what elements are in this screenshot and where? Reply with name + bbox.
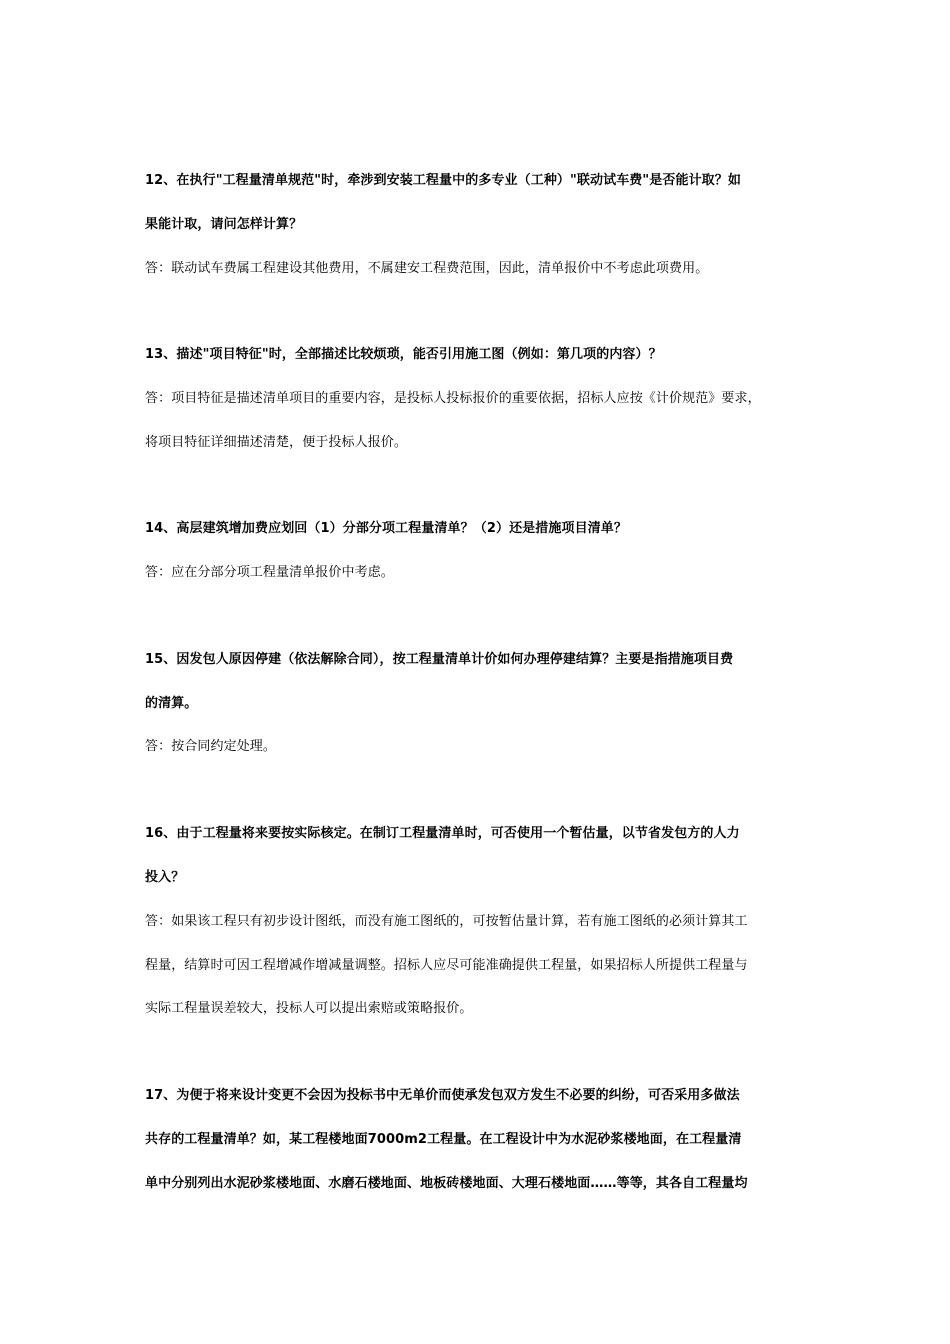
question-17-line-1: 17、为便于将来设计变更不会因为投标书中无单价而使承发包双方发生不必要的纠纷，可否采用多做法 — [145, 1088, 740, 1103]
question-14-line-1: 14、高层建筑增加费应划回（1）分部分项工程量清单？（2）还是措施项目清单？ — [145, 521, 627, 536]
question-16-line-2: 投入？ — [145, 870, 185, 885]
answer-12-line-1: 答：联动试车费属工程建设其他费用，不属建安工程费范围，因此，清单报价中不考虑此项费用。 — [145, 261, 709, 276]
answer-16-line-3: 实际工程量误差较大，投标人可以提出索赔或策略报价。 — [145, 1001, 473, 1016]
answer-13-line-1: 答：项目特征是描述清单项目的重要内容，是投标人投标报价的重要依据，招标人应按《计价规范》要求， — [145, 391, 761, 406]
answer-13-line-2: 将项目特征详细描述清楚，便于投标人报价。 — [145, 435, 408, 450]
answer-15-line-1: 答：按合同约定处理。 — [145, 739, 277, 754]
question-15-line-2: 的清算。 — [145, 696, 198, 711]
question-15-line-1: 15、因发包人原因停建（依法解除合同），按工程量清单计价如何办理停建结算？主要是指措施项目费 — [145, 652, 734, 667]
question-17-line-3: 单中分别列出水泥砂浆楼地面、水磨石楼地面、地板砖楼地面、大理石楼地面……等等，其各自工程量均 — [145, 1176, 748, 1191]
question-16-line-1: 16、由于工程量将来要按实际核定。在制订工程量清单时，可否使用一个暂估量，以节省发包方的人力 — [145, 826, 740, 841]
question-12-line-2: 果能计取，请问怎样计算？ — [145, 217, 303, 232]
question-17-line-2: 共存的工程量清单？如，某工程楼地面7000m2工程量。在工程设计中为水泥砂浆楼地面，在工程量清 — [145, 1132, 742, 1147]
answer-16-line-1: 答：如果该工程只有初步设计图纸，而没有施工图纸的，可按暂估量计算，若有施工图纸的必须计算其工 — [145, 914, 748, 929]
question-12-line-1: 12、在执行"工程量清单规范"时，牵涉到安装工程量中的多专业（工种）"联动试车费"是否能计取？如 — [145, 173, 741, 188]
question-13-line-1: 13、描述"项目特征"时，全部描述比较烦琐，能否引用施工图（例如：第几项的内容）？ — [145, 347, 662, 362]
answer-16-line-2: 程量，结算时可因工程增减作增减量调整。招标人应尽可能准确提供工程量，如果招标人所提供工程量与 — [145, 958, 748, 973]
answer-14-line-1: 答：应在分部分项工程量清单报价中考虑。 — [145, 565, 394, 580]
